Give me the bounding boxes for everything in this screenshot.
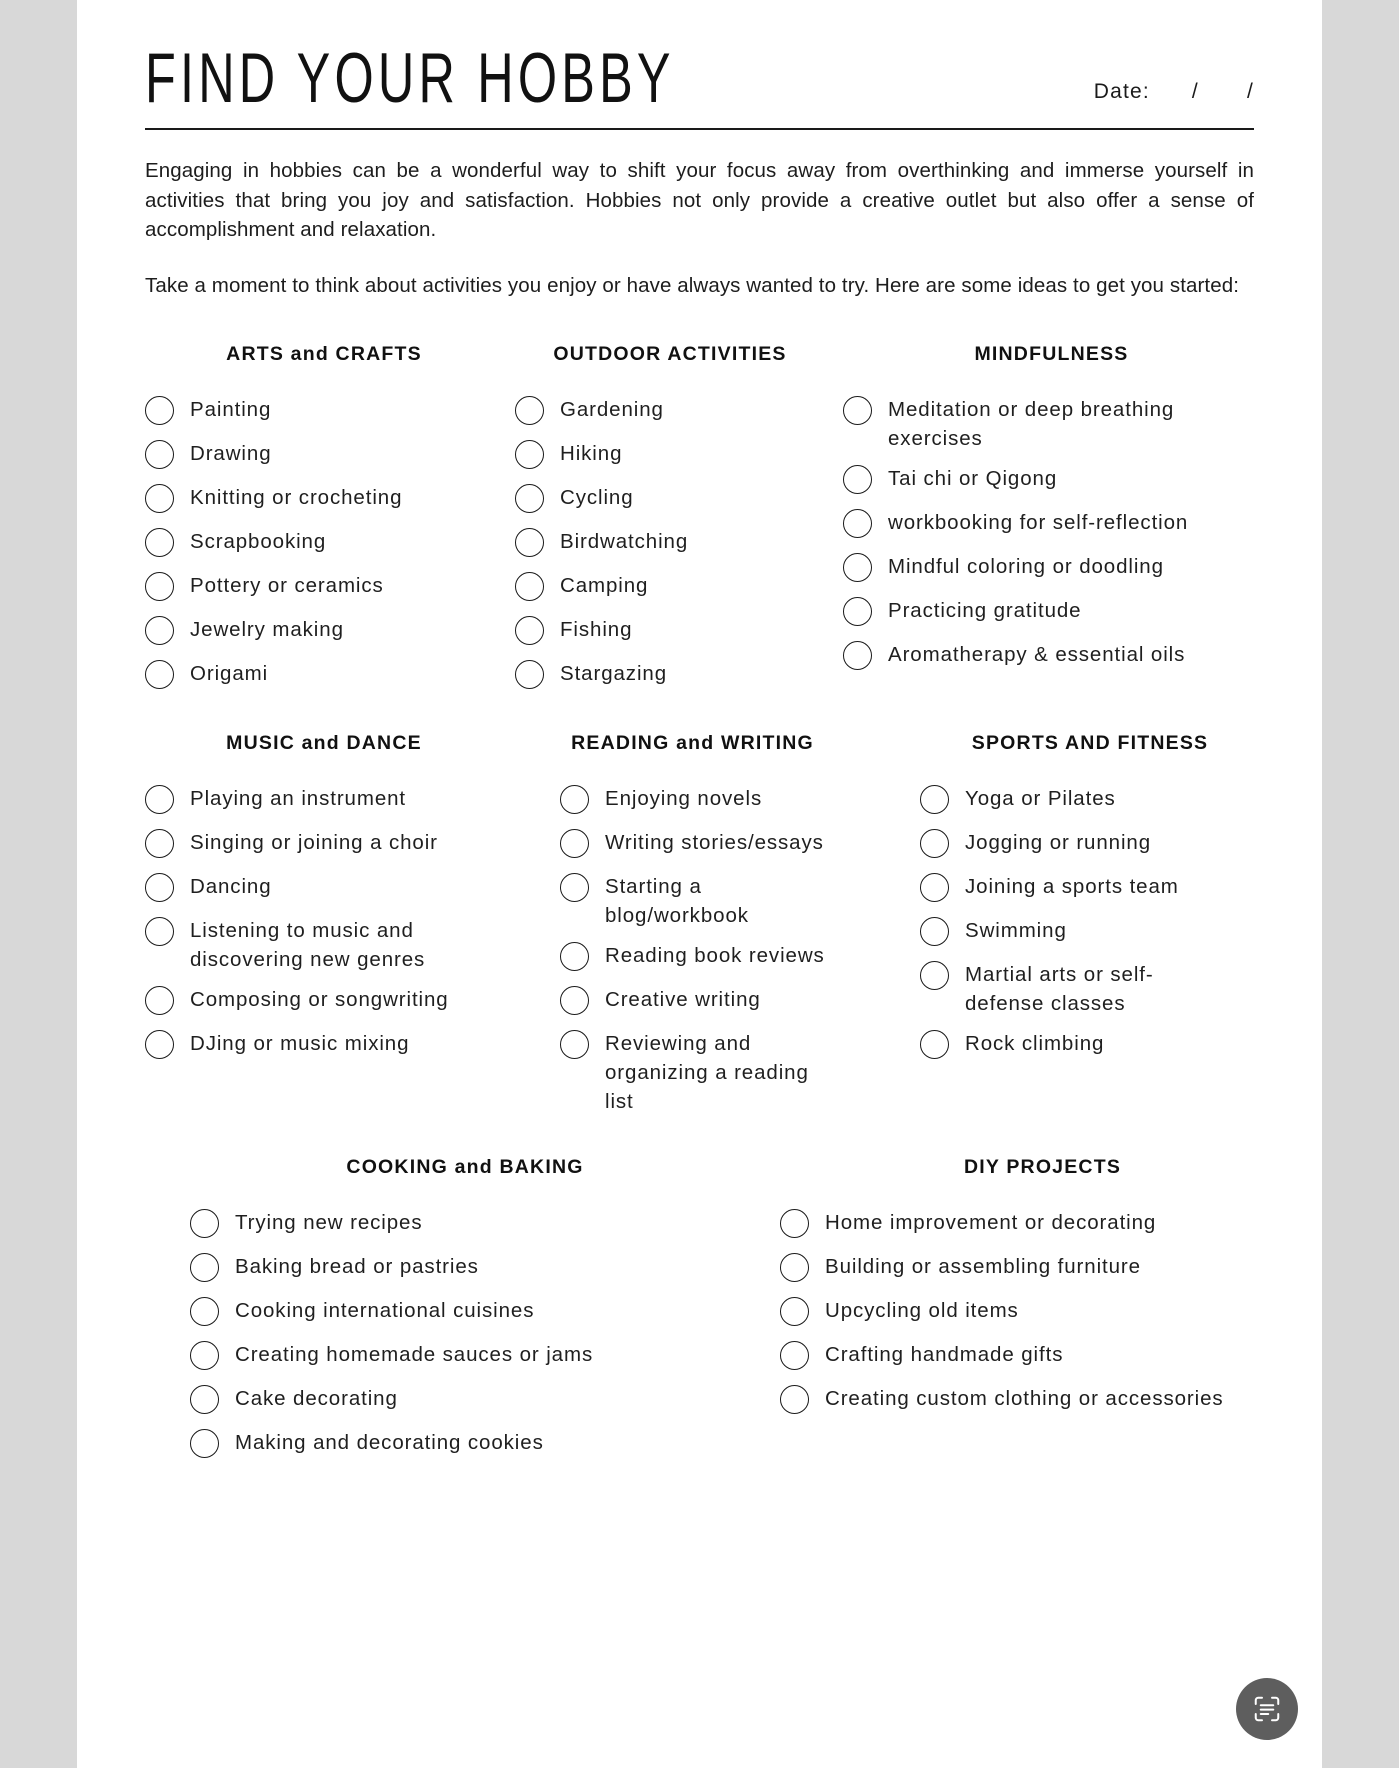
intro-paragraph-2: Take a moment to think about activities you enjoy or have always wanted to try. Here are some ideas to get you started: [145,274,1240,298]
checkbox-circle-icon[interactable] [145,829,174,858]
list-item-label: Gardening [560,397,664,421]
list-item-label: Practicing gratitude [888,599,1082,623]
checkbox-circle-icon[interactable] [515,484,544,513]
list-item[interactable] [145,1028,503,1062]
list-item[interactable] [190,1207,740,1241]
list-item-label: Cycling [560,485,634,509]
checkbox-circle-icon[interactable] [560,986,589,1015]
list-item-label: Fishing [560,617,633,641]
list-item-label: Creating homemade sauces or jams [235,1343,594,1367]
checkbox-circle-icon[interactable] [190,1253,219,1282]
date-label: Date: [1093,80,1150,103]
checklist-cooking-and-baking [190,1207,740,1461]
list-item-label: DJing or music mixing [190,1032,410,1056]
list-item-label: Singing or joining a choir [190,830,438,854]
scan-document-icon [1252,1694,1282,1724]
list-item-label: Home improvement or decorating [825,1211,1157,1235]
list-item-label: workbooking for self-reflection [888,511,1189,535]
list-item-label: Enjoying novels [605,786,763,810]
list-item-label: Tai chi or Qigong [888,467,1058,491]
list-item-label: Cooking international cuisines [235,1299,535,1323]
section-reading-and-writing [503,732,825,1127]
list-item[interactable] [515,614,825,648]
list-item[interactable] [145,438,503,472]
list-item[interactable] [843,507,1260,541]
checkbox-circle-icon[interactable] [190,1209,219,1238]
checkbox-circle-icon[interactable] [920,961,949,990]
checklist-mindfulness [843,394,1260,673]
list-item[interactable] [560,940,825,974]
page-header [145,0,1254,118]
list-item[interactable] [560,984,825,1018]
checkbox-circle-icon[interactable] [560,1030,589,1059]
list-item[interactable] [920,783,1260,817]
checkbox-circle-icon[interactable] [920,785,949,814]
list-item-label: Hiking [560,441,623,465]
list-item[interactable] [190,1295,740,1329]
list-item-label: Joining a sports team [965,874,1179,898]
list-item[interactable] [920,959,1260,1018]
list-item[interactable] [843,639,1260,673]
list-item-label: Baking bread or pastries [235,1255,479,1279]
list-item[interactable] [145,871,503,905]
list-item-label: Reviewing and organizing a reading list [605,1032,809,1114]
list-item[interactable] [190,1427,740,1461]
list-item-label: Pottery or ceramics [190,573,384,597]
checkbox-circle-icon[interactable] [560,942,589,971]
list-item[interactable] [515,482,825,516]
section-cooking-and-baking [190,1156,740,1471]
list-item[interactable] [843,463,1260,497]
checkbox-circle-icon[interactable] [145,396,174,425]
section-title-diy-projects: DIY PROJECTS [963,1156,1122,1179]
list-item-label: Dancing [190,874,272,898]
list-item[interactable] [560,783,825,817]
list-item-label: Jogging or running [965,830,1152,854]
checkbox-circle-icon[interactable] [560,873,589,902]
checkbox-circle-icon[interactable] [780,1209,809,1238]
section-title-outdoor-activities: OUTDOOR ACTIVITIES [553,342,787,365]
section-arts-and-crafts [145,343,503,702]
list-item-label: Martial arts or self-defense classes [965,962,1154,1015]
section-title-music-and-dance: MUSIC and DANCE [226,731,422,754]
list-item-label: Composing or songwriting [190,988,449,1012]
list-item-label: Creative writing [605,988,761,1012]
list-item[interactable] [515,394,825,428]
list-item[interactable] [145,984,503,1018]
list-item[interactable] [145,482,503,516]
list-item[interactable] [780,1207,1305,1241]
list-item[interactable] [190,1251,740,1285]
checkbox-circle-icon[interactable] [920,829,949,858]
list-item[interactable] [920,915,1260,949]
checkbox-circle-icon[interactable] [780,1297,809,1326]
scan-document-button[interactable] [1236,1678,1298,1740]
checklist-sports-and-fitness [920,783,1260,1062]
checkbox-circle-icon[interactable] [843,553,872,582]
list-item[interactable] [515,438,825,472]
checkbox-circle-icon[interactable] [145,440,174,469]
section-title-sports-and-fitness: SPORTS AND FITNESS [971,731,1209,754]
header-divider [145,128,1254,130]
list-item-label: Cake decorating [235,1387,398,1411]
date-separator-1: / [1191,80,1199,103]
list-item[interactable] [920,1028,1260,1062]
list-item[interactable] [515,570,825,604]
list-item-label: Writing stories/essays [605,830,824,854]
checklist-arts-and-crafts [145,394,503,692]
list-item[interactable] [843,394,1260,453]
list-item[interactable] [560,871,825,930]
list-item[interactable] [145,658,503,692]
list-item-label: Rock climbing [965,1032,1105,1056]
checkbox-circle-icon[interactable] [190,1385,219,1414]
list-item-label: Birdwatching [560,529,689,553]
checklist-outdoor-activities [515,394,825,692]
checkbox-circle-icon[interactable] [145,484,174,513]
section-title-cooking-and-baking: COOKING and BAKING [346,1156,584,1179]
list-item-label: Stargazing [560,661,668,685]
list-item[interactable] [920,827,1260,861]
list-item-label: Camping [560,573,649,597]
list-item-label: Listening to music and discovering new genres [190,918,426,971]
list-item-label: Trying new recipes [235,1211,423,1235]
list-item-label: Starting a blog/workbook [605,874,749,927]
checkbox-circle-icon[interactable] [145,873,174,902]
list-item-label: Reading book reviews [605,944,825,968]
checkbox-circle-icon[interactable] [145,572,174,601]
section-title-reading-and-writing: READING and WRITING [571,731,814,754]
list-item-label: Jewelry making [190,617,344,641]
section-mindfulness [825,343,1260,702]
list-item[interactable] [145,570,503,604]
checkbox-circle-icon[interactable] [145,785,174,814]
list-item[interactable] [560,827,825,861]
list-item-label: Drawing [190,441,272,465]
date-separator-2: / [1246,80,1254,103]
date-field[interactable] [1094,80,1254,114]
list-item-label: Making and decorating cookies [235,1431,544,1455]
list-item-label: Upcycling old items [825,1299,1019,1323]
checkbox-circle-icon[interactable] [920,1030,949,1059]
list-item[interactable] [843,551,1260,585]
list-item-label: Scrapbooking [190,529,327,553]
list-item-label: Yoga or Pilates [965,786,1116,810]
list-item[interactable] [780,1251,1305,1285]
section-diy-projects [740,1156,1305,1471]
list-item-label: Origami [190,661,269,685]
list-item[interactable] [190,1383,740,1417]
checkbox-circle-icon[interactable] [843,465,872,494]
checkbox-circle-icon[interactable] [515,396,544,425]
intro-paragraph-1: Engaging in hobbies can be a wonderful way to shift your focus away from overthinking and immerse yourself in activities that bring you joy and satisfaction. Hobbies not only provide a creative outlet but also offer a sense of accomplishment and relaxation. [145,159,1254,242]
list-item[interactable] [145,915,503,974]
list-item[interactable] [145,783,503,817]
list-item[interactable] [190,1339,740,1373]
worksheet-page [77,0,1322,1768]
list-item[interactable] [843,595,1260,629]
checkbox-circle-icon[interactable] [843,641,872,670]
checkbox-circle-icon[interactable] [515,440,544,469]
checklist-reading-and-writing [560,783,825,1117]
list-item-label: Building or assembling furniture [825,1255,1141,1279]
checkbox-circle-icon[interactable] [145,528,174,557]
list-item-label: Mindful coloring or doodling [888,555,1164,579]
list-item[interactable] [515,658,825,692]
checklist-diy-projects [780,1207,1305,1417]
list-item-label: Playing an instrument [190,786,407,810]
section-sports-and-fitness [825,732,1260,1127]
section-outdoor-activities [503,343,825,702]
checklist-music-and-dance [145,783,503,1062]
section-music-and-dance [145,732,503,1127]
checkbox-circle-icon[interactable] [560,785,589,814]
list-item[interactable] [780,1383,1305,1417]
checkbox-circle-icon[interactable] [843,509,872,538]
list-item[interactable] [515,526,825,560]
page-title: FIND YOUR HOBBY [145,38,675,118]
list-item-label: Crafting handmade gifts [825,1343,1064,1367]
list-item-label: Painting [190,397,272,421]
list-item-label: Creating custom clothing or accessories [825,1387,1224,1411]
checkbox-circle-icon[interactable] [515,616,544,645]
list-item-label: Aromatherapy & essential oils [888,643,1186,667]
checkbox-circle-icon[interactable] [780,1385,809,1414]
list-item[interactable] [780,1295,1305,1329]
checkbox-circle-icon[interactable] [780,1341,809,1370]
list-item[interactable] [145,827,503,861]
checkbox-circle-icon[interactable] [560,829,589,858]
checkbox-circle-icon[interactable] [920,873,949,902]
checkbox-circle-icon[interactable] [145,616,174,645]
list-item[interactable] [145,394,503,428]
intro-text [145,156,1254,301]
checkbox-circle-icon[interactable] [780,1253,809,1282]
checkbox-circle-icon[interactable] [515,528,544,557]
list-item[interactable] [780,1339,1305,1373]
checkbox-circle-icon[interactable] [515,660,544,689]
section-title-arts-and-crafts: ARTS and CRAFTS [226,342,422,365]
checkbox-circle-icon[interactable] [920,917,949,946]
list-item-label: Meditation or deep breathing exercises [888,397,1175,450]
checkbox-circle-icon[interactable] [145,1030,174,1059]
checkbox-circle-icon[interactable] [843,597,872,626]
checkbox-circle-icon[interactable] [145,660,174,689]
list-item[interactable] [145,526,503,560]
list-item-label: Swimming [965,918,1067,942]
section-row-1 [145,343,1254,702]
list-item[interactable] [920,871,1260,905]
list-item[interactable] [145,614,503,648]
section-row-2 [145,732,1254,1127]
section-title-mindfulness: MINDFULNESS [974,342,1129,365]
list-item-label: Knitting or crocheting [190,485,403,509]
checkbox-circle-icon[interactable] [190,1297,219,1326]
checkbox-circle-icon[interactable] [145,986,174,1015]
list-item[interactable] [560,1028,825,1116]
checkbox-circle-icon[interactable] [190,1341,219,1370]
checkbox-circle-icon[interactable] [515,572,544,601]
checkbox-circle-icon[interactable] [843,396,872,425]
checkbox-circle-icon[interactable] [190,1429,219,1458]
section-row-3 [145,1156,1254,1471]
checkbox-circle-icon[interactable] [145,917,174,946]
